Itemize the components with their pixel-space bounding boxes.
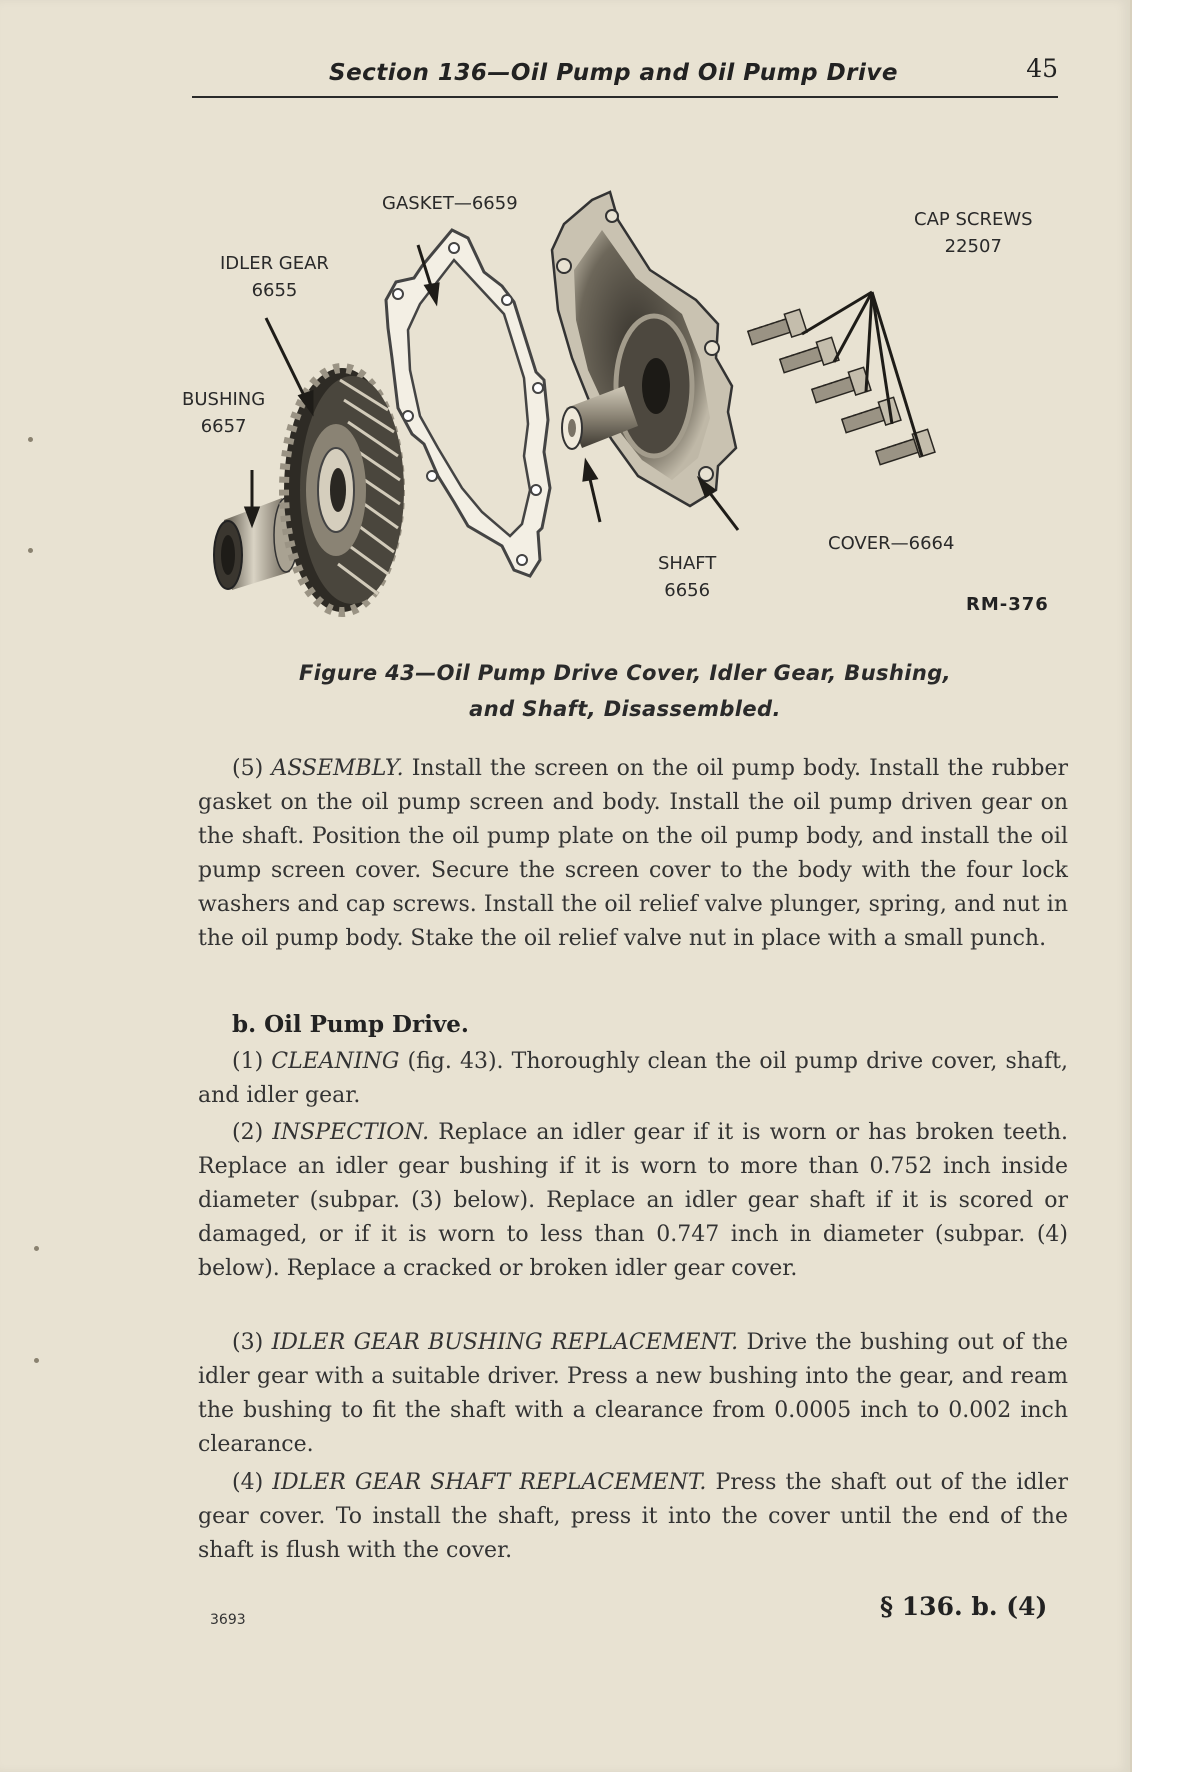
idler-gear-label-name: IDLER GEAR: [220, 253, 329, 274]
shaft-replacement-heading: IDLER GEAR SHAFT REPLACEMENT.: [272, 1470, 707, 1495]
cover-label: COVER—6664: [828, 533, 955, 554]
figure-caption-line-2: and Shaft, Disassembled.: [469, 697, 781, 721]
subsection-heading: b. Oil Pump Drive.: [232, 1011, 469, 1038]
bushing-label-name: BUSHING: [182, 389, 266, 410]
bushing-replacement-heading: IDLER GEAR BUSHING REPLACEMENT.: [271, 1330, 739, 1355]
cap-screws-label-number: 22507: [944, 236, 1002, 257]
bushing-replacement-text: Drive the bushing out of the idler gear with a suitable driver. Press a new bushing into the gear, and ream the bushing to fit the shaft with a clearance from 0.0005 inch to 0.002 inch clearance.: [198, 1330, 1069, 1457]
bushing-replacement-paragraph: [198, 1326, 1068, 1462]
cleaning-number: (1): [232, 1049, 264, 1074]
cleaning-text: (fig. 43). Thoroughly clean the oil pump drive cover, shaft, and idler gear.: [198, 1049, 1069, 1108]
figure-reference-code: RM-376: [966, 594, 1049, 615]
cleaning-heading: CLEANING: [271, 1049, 400, 1074]
gasket-label-number: 6659: [471, 193, 518, 214]
cap-screws-part: [746, 309, 935, 469]
assembly-heading: ASSEMBLY.: [271, 756, 404, 781]
figure-caption-line-1: Figure 43—Oil Pump Drive Cover, Idler Gear, Bushing,: [298, 661, 952, 685]
cleaning-paragraph: [198, 1045, 1068, 1113]
assembly-paragraph: [198, 752, 1068, 956]
margin-speck: [28, 437, 33, 442]
section-title: Section 136—Oil Pump and Oil Pump Drive: [329, 60, 898, 86]
idler-gear-label: [220, 250, 329, 304]
assembly-number: (5): [232, 756, 264, 781]
figure-caption: [192, 655, 1058, 727]
margin-speck: [34, 1358, 39, 1363]
cap-screws-label-name: CAP SCREWS: [914, 209, 1033, 230]
bushing-replacement-number: (3): [232, 1330, 264, 1355]
figure-43: [182, 190, 1072, 630]
shaft-replacement-text: Press the shaft out of the idler gear cover. To install the shaft, press it into the cover until the end of the shaft is flush with the cover.: [198, 1470, 1068, 1563]
page-number: 45: [1026, 54, 1058, 83]
bushing-label-number: 6657: [200, 416, 247, 437]
idler-gear-part: [284, 368, 404, 612]
inspection-heading: INSPECTION.: [272, 1120, 430, 1145]
bushing-label: [182, 386, 265, 440]
page-header: [192, 50, 1058, 98]
cap-screws-label: [914, 206, 1033, 260]
idler-gear-label-number: 6655: [251, 280, 298, 301]
print-code: 3693: [210, 1612, 246, 1628]
inspection-paragraph: [198, 1116, 1068, 1286]
gasket-part: [386, 230, 550, 576]
gasket-label: GASKET—6659: [382, 193, 518, 214]
gasket-label-name: GASKET: [382, 193, 454, 214]
shaft-label-name: SHAFT: [658, 553, 717, 574]
section-reference: § 136. b. (4): [880, 1592, 1048, 1621]
shaft-label: [658, 550, 716, 604]
margin-speck: [28, 548, 33, 553]
shaft-replacement-number: (4): [232, 1470, 264, 1495]
cover-part: [552, 192, 736, 506]
shaft-replacement-paragraph: [198, 1466, 1068, 1568]
margin-speck: [34, 1246, 39, 1251]
shaft-label-number: 6656: [664, 580, 711, 601]
inspection-number: (2): [232, 1120, 264, 1145]
cover-label-number: 6664: [908, 533, 955, 554]
assembly-text: Install the screen on the oil pump body. Install the rubber gasket on the oil pump screen and body. Install the oil pump driven gear on the shaft. Position the oil pump plate on the oil pump body, and install the oil pump screen cover. Secure the screen cover to the body with the four lock washers and cap screws. Install the oil relief valve plunger, spring, and nut in the oil pump body. Stake the oil relief valve nut in place with a small punch.: [198, 756, 1069, 951]
cover-label-name: COVER: [828, 533, 891, 554]
inspection-text: Replace an idler gear if it is worn or has broken teeth. Replace an idler gear bushing if it is worn to more than 0.752 inch inside diameter (subpar. (3) below). Replace an idler gear shaft if it is scored or damaged, or if it is worn to less than 0.747 inch in diameter (subpar. (4) below). Replace a cracked or broken idler gear cover.: [198, 1120, 1069, 1281]
